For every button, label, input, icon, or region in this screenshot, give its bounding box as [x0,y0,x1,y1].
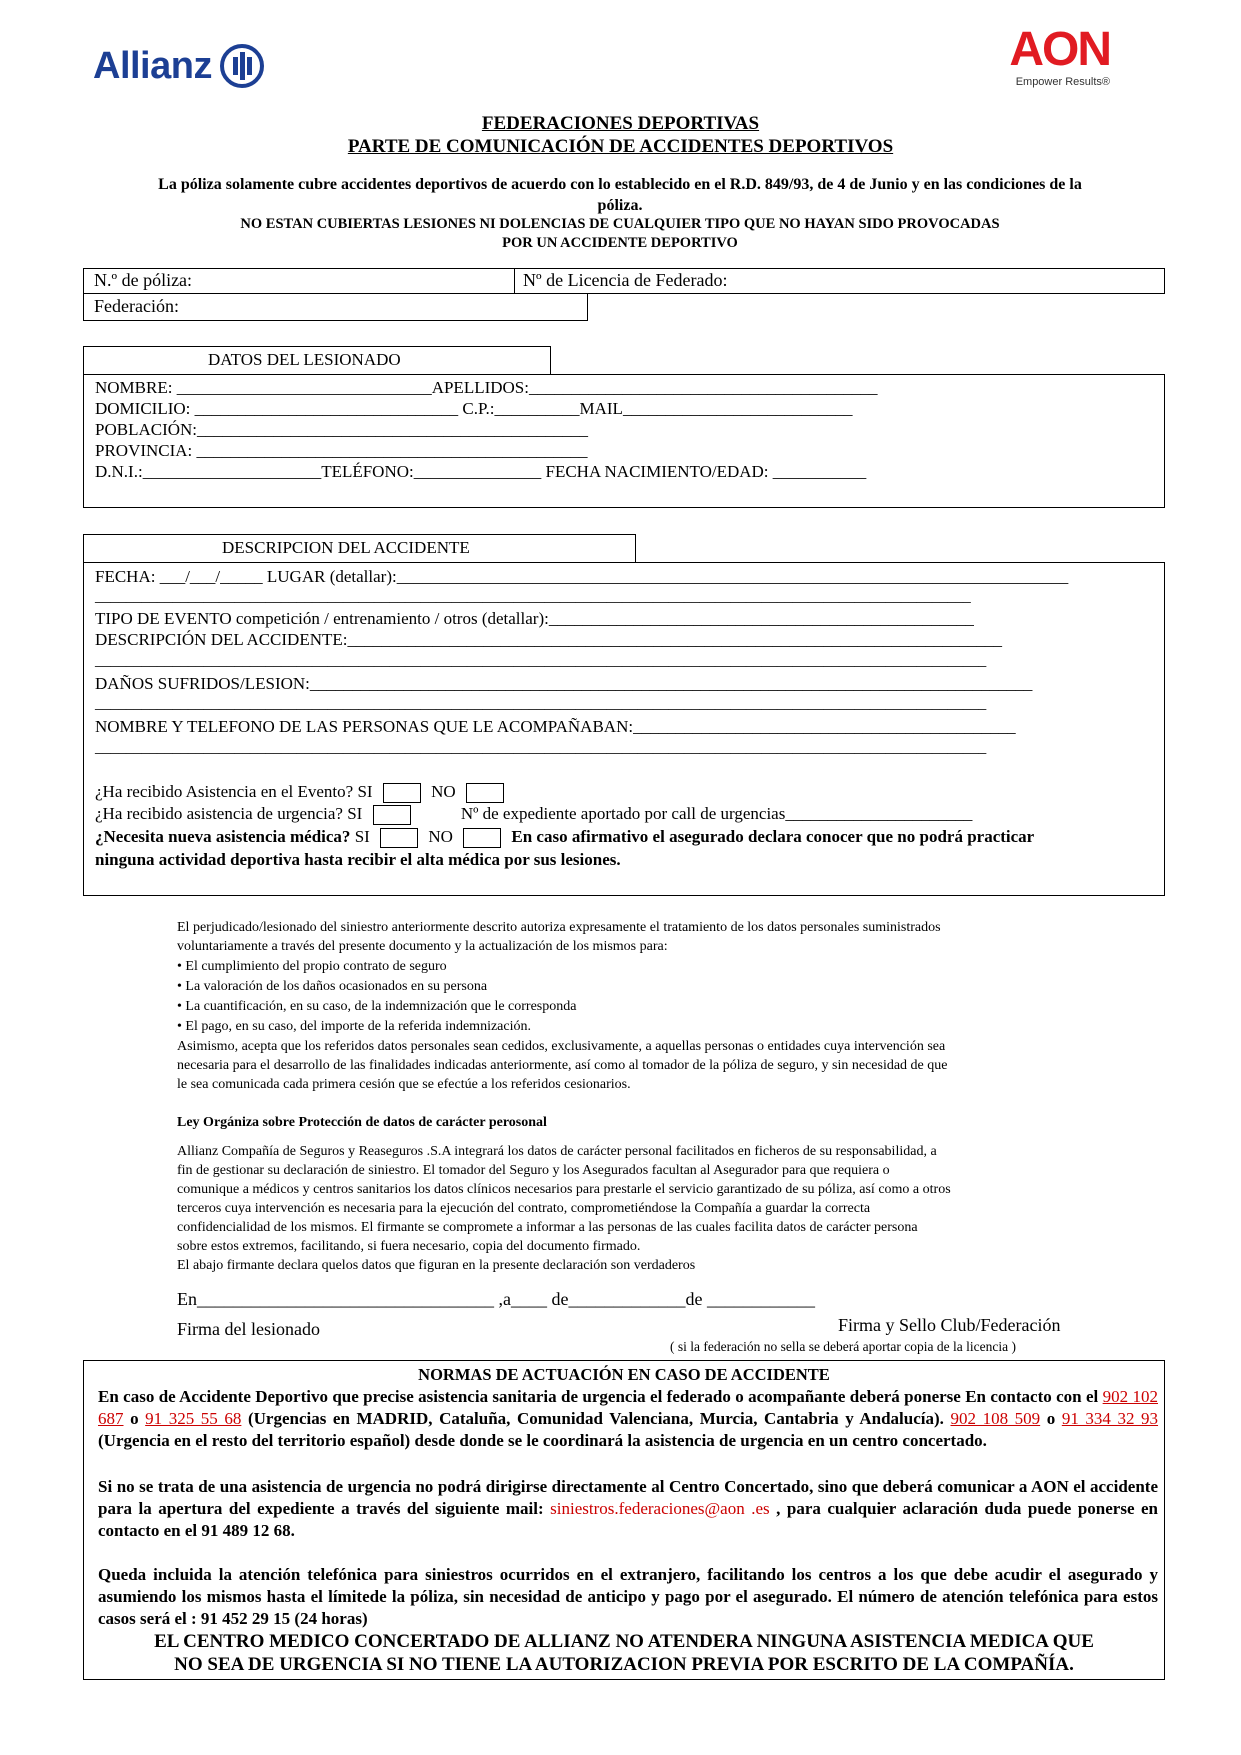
rules-paragraph-2 [98,1476,1158,1542]
legal-bullet-1: • El cumplimiento del propio contrato de seguro [177,959,447,974]
phone-link-2[interactable]: 91 325 55 68 [145,1409,242,1428]
date-place-line[interactable]: FECHA: ___/___/_____ LUGAR (detallar):_______________________________________________________________________________ [95,567,1069,586]
allianz-wordmark: Allianz [93,44,212,87]
title-parte: PARTE DE COMUNICACIÓN DE ACCIDENTES DEPORTIVOS [347,136,894,157]
allianz-eagle-icon [220,44,264,88]
injured-data-heading: DATOS DEL LESIONADO [208,350,401,369]
legal-paragraph-2a: Asimismo, acepta que los referidos datos personales sean cedidos, exclusivamente, a aquellas personas o entidades cuya intervención sea [177,1039,946,1054]
event-type-line[interactable]: TIPO DE EVENTO competición / entrenamiento / otros (detallar):__________________________________________________ [95,609,974,628]
legal-paragraph-3g: El abajo firmante declara quelos datos que figuran en la presente declaración son verdaderos [177,1258,696,1273]
rules-paragraph-1 [98,1386,1158,1452]
companions-line[interactable]: NOMBRE Y TELEFONO DE LAS PERSONAS QUE LE ACOMPAÑABAN:_____________________________________________ [95,717,1016,736]
final-warning-2: NO SEA DE URGENCIA SI NO TIENE LA AUTORIZACION PREVIA POR ESCRITO DE LA COMPAÑÍA. [174,1654,1074,1675]
final-warning-1: EL CENTRO MEDICO CONCERTADO DE ALLIANZ NO ATENDERA NINGUNA ASISTENCIA MEDICA QUE [154,1631,1094,1652]
blank-line-3[interactable]: ___________________________________________________________________________________________________________________ [95,695,987,712]
allianz-logo [93,44,264,88]
name-surname-line[interactable]: NOMBRE: ______________________________APELLIDOS:_________________________________________ [95,378,878,397]
legal-bullet-4: • El pago, en su caso, del importe de la referida indemnización. [177,1019,531,1034]
new-assistance-yes-label: SI [354,827,370,846]
legal-bullet-3: • La cuantificación, en su caso, de la indemnización que le corresponda [177,999,577,1014]
city-line[interactable]: POBLACIÓN:______________________________________________ [95,420,589,439]
data-protection-heading: Ley Orgániza sobre Protección de datos de carácter perosonal [177,1115,547,1130]
new-assistance-label: ¿Necesita nueva asistencia médica? [95,827,351,846]
address-line[interactable]: DOMICILIO: _______________________________ C.P.:__________MAIL___________________________ [95,399,853,418]
legal-paragraph-1a: El perjudicado/lesionado del siniestro anteriormente descrito autoriza expresamente el tratamiento de los datos personales suministrados [177,920,941,935]
new-assistance-yes-checkbox[interactable] [380,828,418,848]
injured-data-section [83,374,1165,508]
legal-paragraph-3b: fin de gestionar su declaración de siniestro. El tomador del Seguro y los Asegurados facultan al Asegurador para que requiera o [177,1163,890,1178]
assistance-event-label: ¿Ha recibido Asistencia en el Evento? SI [95,782,373,801]
new-assistance-warning: En caso afirmativo el asegurado declara conocer que no podrá practicar [511,827,1035,846]
blank-line-2[interactable]: ___________________________________________________________________________________________________________________ [95,652,987,669]
blank-line-1[interactable]: _________________________________________________________________________________________________________________ [95,588,971,605]
new-assistance-no-checkbox[interactable] [463,828,501,848]
accident-description-line[interactable]: DESCRIPCIÓN DEL ACCIDENTE:_____________________________________________________________________________ [95,630,1002,649]
assistance-event-no-checkbox[interactable] [466,783,504,803]
legal-paragraph-3d: terceros cuya intervención es necesaria para la ejecución del contrato, comprometiéndose la Compañía a guardar la correcta [177,1201,871,1216]
policy-number-label: N.º de póliza: [94,270,193,290]
id-phone-birth-line[interactable]: D.N.I.:_____________________TELÉFONO:_______________ FECHA NACIMIENTO/EDAD: ___________ [95,462,867,481]
injured-signature-label: Firma del lesionado [177,1319,320,1339]
province-line[interactable]: PROVINCIA: ______________________________________________ [95,441,588,460]
club-signature-note: ( si la federación no sella se deberá aportar copia de la licencia ) [670,1339,1016,1354]
exclusion-note-2: POR UN ACCIDENTE DEPORTIVO [502,235,738,251]
new-assistance-no-label: NO [428,827,453,846]
new-assistance-question [95,827,1034,848]
new-assistance-warning-cont: ninguna actividad deportiva hasta recibir el alta médica por sus lesiones. [95,850,621,869]
aon-wordmark: AON [1009,23,1110,76]
expedient-number-line[interactable]: Nº de expediente aportado por call de urgencias______________________ [460,804,973,823]
rules-non-urgent-text: Si no se trata de una asistencia de urgencia no podrá dirigirse directamente al Centro Concertado, sino que deberá comunicar a AON el accidente para la apertura del expediente a través del siguiente mail: [98,1477,1158,1518]
rules-rest-territory-text: (Urgencia en el resto del territorio español) desde donde se le coordinará la asistencia de urgencia en un centro concertado. [98,1431,987,1450]
accident-description-heading: DESCRIPCION DEL ACCIDENTE [222,538,470,557]
federation-label: Federación: [94,296,179,316]
rules-or-1: o [130,1409,139,1428]
rules-contact-text: , para cualquier aclaración duda puede ponerse en contacto en el 91 489 12 68. [98,1499,1159,1540]
policy-number-field[interactable] [83,268,515,294]
federation-field[interactable] [83,293,588,321]
accident-section [83,562,1165,896]
rules-urgent-contact-text: En caso de Accidente Deportivo que precise asistencia sanitaria de urgencia el federado o acompañante deberá ponerse En contacto con el [98,1387,1099,1406]
assistance-event-question [95,782,510,803]
aon-tagline: Empower Results® [1015,76,1110,88]
phone-link-1[interactable]: 902 102 687 [98,1387,1158,1428]
coverage-note: La póliza solamente cubre accidentes deportivos de acuerdo con lo establecido en el R.D. 849/93, de 4 de Junio y en las condiciones de la póliza. [158,176,1082,214]
assistance-event-yes-checkbox[interactable] [383,783,421,803]
aon-logo [990,23,1110,88]
email-link[interactable]: siniestros.federaciones@aon .es [550,1499,770,1518]
rules-paragraph-3: Queda incluida la atención telefónica para siniestros ocurridos en el extranjero, facilitando los centros a los que debe acudir el asegurado y asumiendo los mismos hasta el límitede la póliza, sin necesidad de anticipo y pago por el asegurado. El número de atención telefónica para estos casos será el : 91 452 29 15 (24 horas) [98,1565,1158,1628]
urgent-assistance-yes-checkbox[interactable] [373,805,411,825]
assistance-event-no-label: NO [431,782,456,801]
legal-paragraph-2b: necesaria para el desarrollo de las finalidades indicadas anteriormente, así como al tomador de la póliza de seguro, y sin necesidad de que [177,1058,948,1073]
club-signature-label: Firma y Sello Club/Federación [838,1315,1061,1335]
legal-bullet-2: • La valoración de los daños ocasionados en su persona [177,979,488,994]
legal-paragraph-3f: sobre estos extremos, facilitando, si fuera necesario, copia del documento firmado. [177,1239,641,1254]
injured-data-header [83,346,551,375]
title-federaciones: FEDERACIONES DEPORTIVAS [481,113,760,134]
phone-link-4[interactable]: 91 334 32 93 [1061,1409,1159,1428]
blank-line-4[interactable]: ___________________________________________________________________________________________________________________ [95,739,987,756]
license-number-label: Nº de Licencia de Federado: [523,270,728,290]
legal-paragraph-1b: voluntariamente a través del presente documento y la actualización de los mismos para: [177,939,668,954]
legal-paragraph-3c: comunique a médicos y centros sanitarios los datos clínicos necesarios para prestarle el servicio garantizado de su póliza, así como a otros [177,1182,951,1197]
action-rules-heading: NORMAS DE ACTUACIÓN EN CASO DE ACCIDENTE [418,1365,830,1384]
exclusion-note-1: NO ESTAN CUBIERTAS LESIONES NI DOLENCIAS DE CUALQUIER TIPO QUE NO HAYAN SIDO PROVOCADAS [240,216,1000,232]
accident-description-header [83,534,636,563]
legal-paragraph-3e: confidencialidad de los mismos. El firmante se compromete a informar a las personas de las cuales facilita datos de carácter persona [177,1220,918,1235]
urgent-assistance-label: ¿Ha recibido asistencia de urgencia? SI [95,804,363,823]
legal-paragraph-3a: Allianz Compañía de Seguros y Reaseguros .S.A integrará los datos de carácter personal facilitados en ficheros de su responsabilidad, a [177,1144,937,1159]
urgent-assistance-question [95,804,972,825]
injuries-line[interactable]: DAÑOS SUFRIDOS/LESION:_____________________________________________________________________________________ [95,674,1033,693]
rules-or-2: o [1046,1409,1056,1428]
legal-paragraph-2c: le sea comunicada cada primera cesión que se efectúe a los referidos cesionarios. [177,1077,631,1092]
phone-link-3[interactable]: 902 108 509 [950,1409,1041,1428]
rules-regions-text: (Urgencias en MADRID, Cataluña, Comunidad Valenciana, Murcia, Cantabria y Andalucía). [247,1409,944,1428]
license-number-field[interactable] [514,268,1165,294]
place-date-line[interactable]: En_________________________________ ,a____ de_____________de ____________ [177,1289,815,1309]
